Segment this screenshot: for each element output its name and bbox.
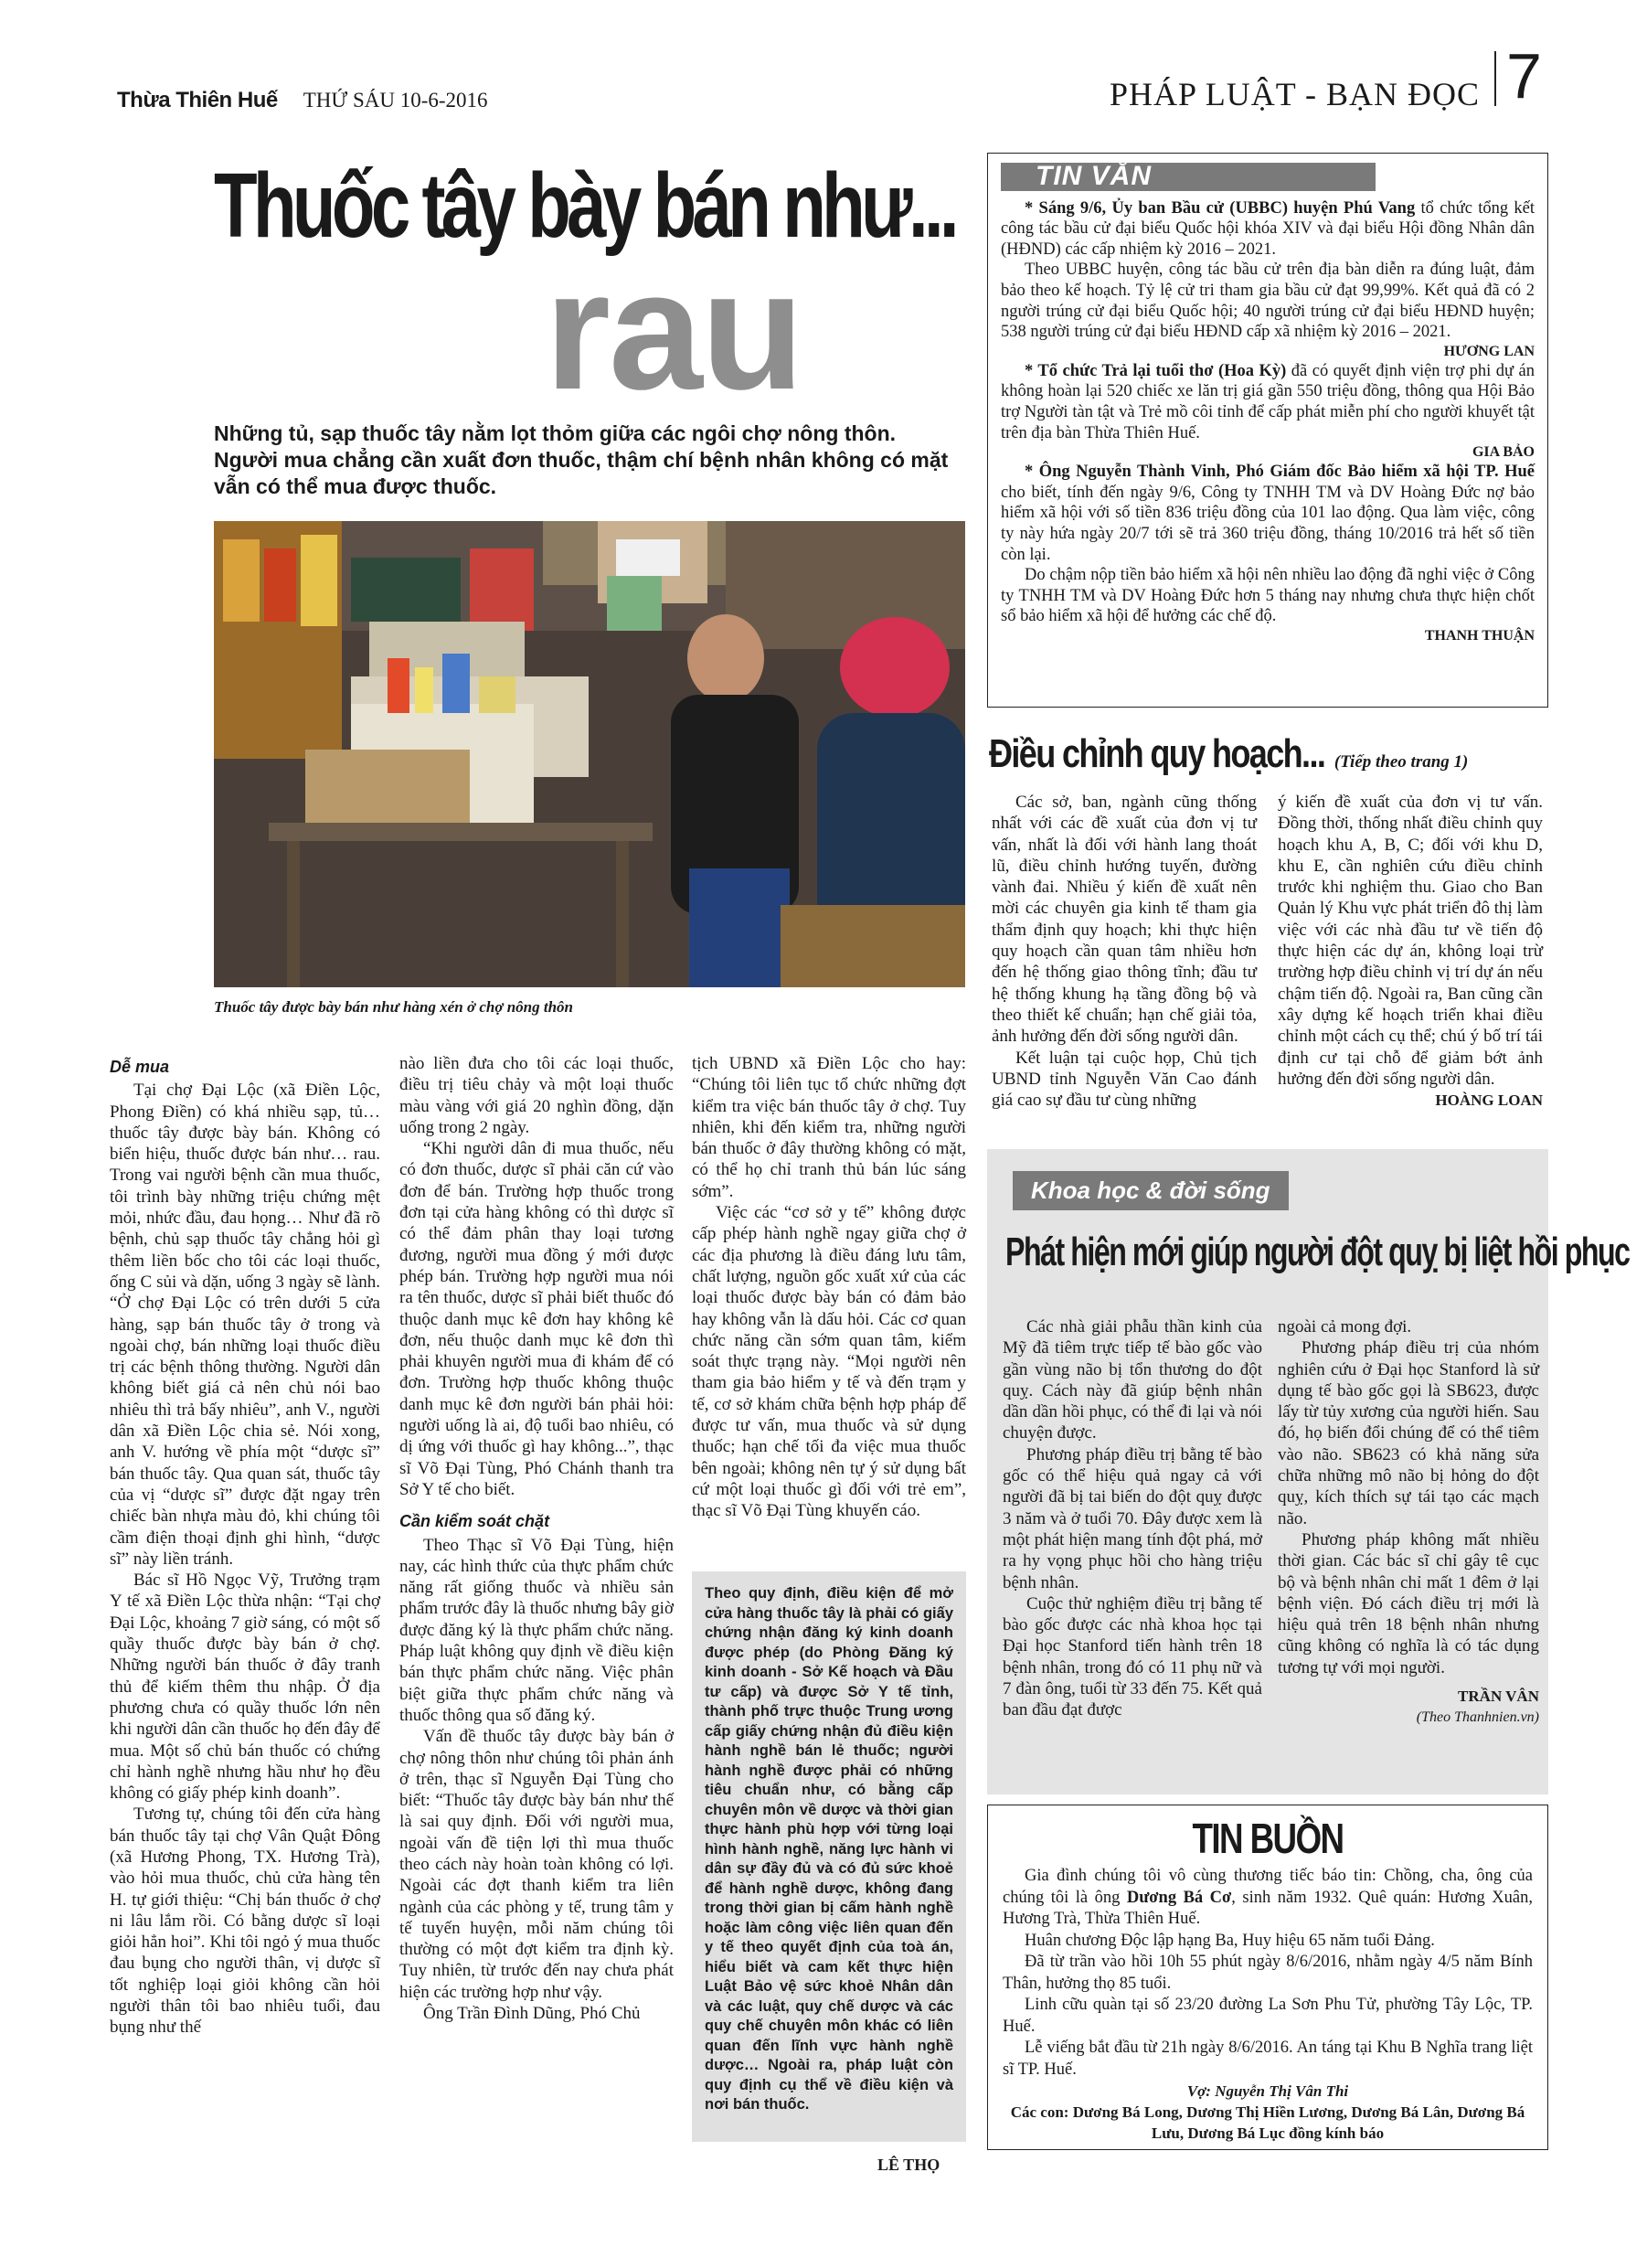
paragraph: Tại chợ Đại Lộc (xã Điền Lộc, Phong Điền) có khá nhiều sạp, tủ… thuốc tây được bày bán. Không có biển hiệu, thuốc được bán như… rau. Trong vai người bệnh cần mua thuốc, tôi trình bày những triệu chứng mệt mỏi, nhức đầu, đau họng… Như đã rõ bệnh, chủ sạp thuốc tây chẳng hỏi gì thêm liền bốc cho tôi các loại thuốc, ống C sủi và dặn, uống 3 ngày sẽ lành. “Ở chợ Đại Lộc có trên dưới 5 cửa hàng, sạp bán thuốc tây ở trong và ngoài chợ, bán những loại thuốc điều trị các bệnh thông thường. Người dân không biết giá cả nên chủ nói bao nhiêu thì trả bấy nhiêu”, anh V., người dân xã Điền Lộc chia sẻ. Nói xong, anh V. hướng về phía một “dược sĩ” bán thuốc tây. Qua quan sát, thuốc tây của vị “dược sĩ” được đặt ngay trên chiếc bàn nhựa màu đỏ, khi chúng tôi cầm điện thoại định ghi hình, “dược sĩ” này liền tránh.	[110, 1081, 380, 1569]
news-item-text: cho biết, tính đến ngày 9/6, Công ty TNHH TM và DV Hoàng Đức nợ bảo hiểm xã hội với số tiền 836 triệu đồng của 101 lao động. Qua làm việc, công ty này hứa ngày 20/7 tới sẽ trả 360 triệu đồng, tháng 10/2016 trả hết số tiền còn lại.	[1001, 483, 1535, 564]
tin-van-box	[987, 153, 1548, 708]
news-byline: HƯƠNG LAN	[1443, 343, 1535, 359]
tin-buon-box	[987, 1805, 1548, 2150]
obituary-paragraph: Lễ viếng bắt đầu từ 21h ngày 8/6/2016. An táng tại Khu B Nghĩa trang liệt sĩ TP. Huế.	[1003, 2039, 1533, 2079]
khoa-hoc-source: (Theo Thanhnien.vn)	[1416, 1709, 1539, 1726]
obituary-paragraph: Đã từ trần vào hồi 10h 55 phút ngày 8/6/2016, nhằm ngày 4/5 năm Bính Thân, hưởng thọ 85 tuổi.	[1003, 1953, 1533, 1993]
news-byline: THANH THUẬN	[1424, 627, 1535, 644]
khoa-hoc-column-2	[1278, 1316, 1539, 1729]
paragraph: Vấn đề thuốc tây được bày bán ở chợ nông thôn như chúng tôi phản ánh ở trên, thạc sĩ Nguyễn Đại Tùng cho biết: “Thuốc tây được bày bán như thế là sai quy định. Đối với người mua, ngoài vấn đề tiện lợi thì mua thuốc theo cách này hoàn toàn không có lợi. Ngoài các đợt thanh kiểm tra liên ngành của các phòng y tế, trung tâm y tế tuyến huyện, mỗi năm chúng tôi thường có một đợt kiểm tra định kỳ. Tuy nhiên, từ trước đến nay chưa phát hiện các trường hợp như vậy.	[399, 1727, 674, 2002]
obituary-paragraph: Huân chương Độc lập hạng Ba, Huy hiệu 65 năm tuổi Đảng.	[1025, 1931, 1435, 1950]
news-item	[1001, 361, 1535, 443]
paragraph: Bác sĩ Hồ Ngọc Vỹ, Trưởng trạm Y tế xã Điền Lộc thừa nhận: “Tại chợ Đại Lộc, khoảng 7 giờ sáng, có một số quầy thuốc được bày bán ở chợ. Những người bán thuốc ở đây tranh thủ để kiếm thêm thu nhập. Ở địa phương chưa có quầy thuốc lớn nên khi người dân cần thuốc họ đến đây để mua. Một số chủ bán thuốc có chứng chỉ hành nghề nhưng hầu như họ đều không có giấy phép kinh doanh”.	[110, 1571, 380, 1804]
news-item-text: tổ chức tổng kết công tác bầu cử đại biểu Quốc hội khóa XIV và đại biểu Hội đồng Nhân dân (HĐND) các cấp nhiệm kỳ 2016 – 2021.	[1001, 198, 1535, 259]
news-item	[1001, 462, 1535, 565]
wife-name: Vợ: Nguyễn Thị Vân Thi	[1186, 2082, 1349, 2100]
market-photo	[214, 521, 965, 987]
news-item-text: đã có quyết định viện trợ phi dự án không hoàn lại 520 chiếc xe lăn trị giá gần 550 triệu đồng, thông qua Hội Bảo trợ Người tàn tật và Trẻ mồ côi tỉnh để cấp phát miễn phí cho người khuyết tật trên địa bàn Thừa Thiên Huế.	[1001, 361, 1535, 442]
paragraph: ý kiến đề xuất của đơn vị tư vấn. Đồng thời, thống nhất điều chỉnh quy hoạch khu A, B, C; đối với khu D, khu E, cần nghiên cứu điều chỉnh trước khi nghiệm thu. Giao cho Ban Quản lý Khu vực phát triển đô thị làm việc với các nhà đầu tư về tiến độ thực hiện các dự án, không loại trừ trường hợp điều chỉnh vị trí dự án nếu chậm tiến độ. Ngoài ra, Ban cũng cần xây dựng kế hoạch triển khai điều chỉnh một cách cụ thể; chú ý bố trí tái định cư tại chỗ để giảm bớt ảnh hưởng đến đời sống người dân.	[1278, 793, 1543, 1089]
dieu-chinh-byline: HOÀNG LOAN	[1435, 1091, 1543, 1110]
subhead-de-mua: Dễ mua	[110, 1058, 170, 1076]
obituary-paragraph	[1003, 1866, 1533, 1931]
news-byline: GIA BẢO	[1472, 444, 1535, 461]
khoa-hoc-column-1	[1003, 1316, 1262, 1721]
dieu-chinh-title: Điều chỉnh quy hoạch...	[989, 731, 1325, 776]
article-byline: LÊ THỌ	[877, 2156, 940, 2174]
obituary-children: Các con: Dương Bá Long, Dương Thị Hiền Lương, Dương Bá Lân, Dương Bá Lưu, Dương Bá Lục đồng kính báo	[1010, 2103, 1525, 2142]
paragraph: Phương pháp không mất nhiều thời gian. Các bác sĩ chỉ gây tê cục bộ và bệnh nhân chỉ mất 1 đêm ở lại bệnh viện. Đó cách điều trị mới là hiệu quả trên 18 bệnh nhân nhưng cũng không có nghĩa là có tác dụng tương tự với mọi người.	[1278, 1529, 1539, 1677]
news-item-lead: * Tổ chức Trả lại tuổi thơ (Hoa Kỳ)	[1025, 361, 1287, 380]
khoa-hoc-byline: TRẦN VÂN	[1458, 1688, 1539, 1706]
news-item	[1001, 198, 1535, 261]
khoa-hoc-tag: Khoa học & đời sống	[1013, 1171, 1289, 1210]
paragraph: tịch UBND xã Điền Lộc cho hay: “Chúng tôi liên tục tổ chức những đợt kiểm tra việc bán thuốc tây ở chợ. Tuy nhiên, khi đến kiểm tra, những người bán thuốc ở đây thường không có mặt, có thể họ chỉ tranh thủ bán lúc sáng sớm”.	[692, 1054, 966, 1201]
dieu-chinh-column-2	[1278, 792, 1543, 1111]
deceased-name: Dương Bá Cơ	[1126, 1888, 1232, 1907]
paragraph: Do chậm nộp tiền bảo hiểm xã hội nên nhiều lao động đã nghỉ việc ở Công ty TNHH TM và DV Hoàng Đức hơn 5 tháng nay nhưng chưa thực hiện chốt sổ bảo hiểm xã hội để hưởng các chế độ.	[1001, 566, 1535, 626]
section-title: PHÁP LUẬT - BẠN ĐỌC	[1110, 76, 1481, 112]
paragraph: Cuộc thử nghiệm điều trị bằng tế bào gốc được các nhà khoa học tại Đại học Stanford tiến hành trên 18 bệnh nhân, trong đó có 11 phụ nữ và 7 đàn ông, tuổi từ 33 đến 75. Kết quả ban đầu đạt được	[1003, 1593, 1262, 1720]
subhead-can-kiem-soat: Cần kiểm soát chặt	[399, 1512, 550, 1531]
article-column-3	[692, 1053, 966, 1522]
paper-name: Thừa Thiên Huế	[117, 88, 278, 112]
photo-caption: Thuốc tây được bày bán như hàng xén ở chợ nông thôn	[214, 998, 574, 1016]
market-photo-illustration	[214, 521, 965, 987]
headline-line1: Thuốc tây bày bán như...	[214, 154, 955, 257]
regulation-sidebar: Theo quy định, điều kiện để mở cửa hàng thuốc tây là phải có giấy chứng nhận đăng ký kinh doanh được phép (do Phòng Đăng ký kinh doanh - Sở Kế hoạch và Đầu tư cấp) và được Sở Y tế tỉnh, thành phố trực thuộc Trung ương cấp giấy chứng nhận đủ điều kiện hành nghề bán lẻ thuốc; người hành nghề được phải có những tiêu chuẩn như, có bằng cấp chuyên môn về dược và thời gian thực hành phù hợp với từng loại hình hành nghề, năng lực hành vi dân sự đầy đủ và có đủ sức khoẻ để hành nghề dược, không đang trong thời gian bị cấm hành nghề hoặc làm công việc liên quan đến y tế theo quyết định của toà án, hiểu biết và cam kết thực hiện Luật Bảo vệ sức khoẻ Nhân dân và các luật, quy chế dược và các quy chế chuyên môn khác có liên quan đến lĩnh vực hành nghề dược… Ngoài ra, pháp luật còn quy định cụ thể về điều kiện và nơi bán thuốc.	[692, 1571, 966, 2142]
obituary-text: , sinh năm 1932. Quê quán: Hương Xuân, Hương Trà, Thừa Thiên Huế.	[1003, 1888, 1534, 1928]
dieu-chinh-subtitle: (Tiếp theo trang 1)	[1334, 752, 1469, 772]
paragraph: Phương pháp điều trị bằng tế bào gốc có thể hiệu quả ngay cả với người đã bị tai biến do đột quỵ được 3 năm và ở tuổi 70. Đây được xem là một phát hiện mang tính đột phá, mở ra hy vọng phục hồi cho hàng triệu bệnh nhân.	[1003, 1444, 1262, 1592]
dieu-chinh-heading	[989, 731, 1468, 777]
article-lead: Những tủ, sạp thuốc tây nằm lọt thỏm giữa các ngôi chợ nông thôn. Người mua chẳng cần xuất đơn thuốc, thậm chí bệnh nhân không có mặt vẫn có thể mua được thuốc.	[214, 421, 949, 498]
news-item-lead: * Sáng 9/6, Ủy ban Bầu cử (UBBC) huyện Phú Vang	[1025, 198, 1416, 218]
paragraph: Kết luận tại cuộc họp, Chủ tịch UBND tỉnh Nguyễn Văn Cao đánh giá cao sự đầu tư cùng những	[992, 1048, 1257, 1111]
paragraph: Việc các “cơ sở y tế” không được cấp phép hành nghề ngay giữa chợ ở các địa phương là điều đáng lưu tâm, chất lượng, nguồn gốc xuất xứ của các loại thuốc được bày bán có đảm bảo hay không vẫn là dấu hỏi. Các cơ quan chức năng cần sớm quan tâm, kiểm soát thực trạng này. “Mọi người nên tham gia bảo hiểm y tế và đến trạm y tế, cơ sở khám chữa bệnh hợp pháp để được tư vấn, mua thuốc và sử dụng thuốc; hạn chế tối đa việc mua thuốc bên ngoài; không nên tự ý sử dụng bất cứ một loại thuốc gì đối với trẻ em”, thạc sĩ Võ Đại Tùng khuyến cáo.	[692, 1203, 966, 1521]
masthead-divider	[1494, 51, 1496, 106]
khoa-hoc-title: Phát hiện mới giúp người đột quỵ bị liệt hồi phục	[1005, 1230, 1630, 1274]
obituary-paragraph: Linh cữu quàn tại số 23/20 đường La Sơn Phu Tử, phường Tây Lộc, TP. Huế.	[1003, 1996, 1533, 2036]
paragraph: Ông Trần Đình Dũng, Phó Chủ	[423, 2004, 641, 2024]
paragraph: ngoài cả mong đợi.	[1278, 1317, 1412, 1336]
paragraph: Theo UBBC huyện, công tác bầu cử trên địa bàn diễn ra đúng luật, đảm bảo theo kế hoạch. Tỷ lệ cử tri tham gia bầu cử đạt 99,99%. Kết quả đã có 2 người trúng cử đại biểu Quốc hội; 40 người trúng cử đại biểu HĐND huyện; 538 người trúng cử đại biểu HĐND cấp xã nhiệm kỳ 2016 – 2021.	[1001, 261, 1535, 342]
headline-line2: rau	[545, 237, 802, 425]
page-number: 7	[1506, 40, 1542, 112]
paragraph: Phương pháp điều trị của nhóm nghiên cứu ở Đại học Stanford là sử dụng tế bào gốc gọi là SB623, được lấy từ tủy xương của người hiến. Sau đó, họ biến đổi chúng để có thể tiêm vào não. SB623 có khả năng sửa chữa những mô não bị hỏng do đột quỵ, kích thích sự tái tạo các mạch não.	[1278, 1338, 1539, 1528]
news-item-lead: * Ông Nguyễn Thành Vinh, Phó Giám đốc Bảo hiểm xã hội TP. Huế	[1025, 463, 1535, 482]
obituary-text: Gia đình chúng tôi vô cùng thương tiếc báo tin: Chồng, cha, ông của chúng tôi là ông	[1003, 1867, 1533, 1907]
article-column-1	[110, 1053, 380, 2039]
article-column-2	[399, 1053, 674, 2024]
issue-date: THỨ SÁU 10-6-2016	[303, 89, 488, 112]
paragraph: nào liền đưa cho tôi các loại thuốc, điều trị tiêu chảy và một loại thuốc màu vàng với giá 20 nghìn đồng, dặn uống trong 2 ngày.	[399, 1054, 674, 1137]
dieu-chinh-column-1	[992, 792, 1257, 1111]
paragraph: Theo Thạc sĩ Võ Đại Tùng, hiện nay, các hình thức của thực phẩm chức năng rất giống thuốc và nhiều sản phẩm trước đây là thuốc nhưng bây giờ được đăng ký là thực phẩm chức năng. Pháp luật không quy định về điều kiện bán thực phẩm chức năng. Việc phân biệt giữa thực phẩm chức năng và thuốc thông qua số đăng ký.	[399, 1535, 674, 1725]
paragraph: Các nhà giải phẫu thần kinh của Mỹ đã tiêm trực tiếp tế bào gốc vào gần vùng não bị tổn thương do đột quỵ. Cách này đã giúp bệnh nhân dần dần hồi phục, có thể đi lại và nói chuyện được.	[1003, 1317, 1262, 1443]
paragraph: “Khi người dân đi mua thuốc, nếu có đơn thuốc, dược sĩ phải căn cứ vào đơn để bán. Trường hợp thuốc trong đơn tại cửa hàng không có thì dược sĩ có thể đảm phân thay loại tương đương, người mua đồng ý mới được phép bán. Trường hợp người mua nói ra tên thuốc, dược sĩ phải biết thuốc đó thuộc danh mục kê đơn hay không kê đơn, nếu thuộc danh mục kê đơn thì phải khuyên người mua đi khám để có đơn. Trường hợp thuốc không thuộc danh mục kê đơn người bán phải hỏi: người uống là ai, độ tuổi bao nhiêu, có dị ứng với thuốc gì hay không...”, thạc sĩ Võ Đại Tùng, Phó Chánh thanh tra Sở Y tế cho biết.	[399, 1139, 674, 1499]
tin-van-tag: TIN VẮN	[1001, 163, 1376, 191]
paragraph: Các sở, ban, ngành cũng thống nhất với các đề xuất của đơn vị tư vấn, nhất là đối với hành lang thoát lũ, điều chỉnh hướng tuyến, đường vành đai. Nhiều ý kiến đề xuất nên mời các chuyên gia kinh tế tham gia thẩm định quy hoạch; khi thực hiện quy hoạch cần quan tâm nhiều hơn đến hệ thống giao thông tĩnh; đầu tư hệ thống khung hạ tầng đồng bộ và theo thiết kế chuẩn; hạn chế giải tỏa, ảnh hưởng đến đời sống người dân.	[992, 793, 1257, 1047]
paragraph: Tương tự, chúng tôi đến cửa hàng bán thuốc tây tại chợ Vân Quật Đông (xã Hương Phong, TX. Hương Trà), vào hỏi mua thuốc, chủ cửa hàng tên H. tự giới thiệu: “Chị bán thuốc ở chợ ni lâu lắm rồi. Có bằng dược sĩ loại giỏi hẳn hoi”. Khi tôi ngỏ ý mua thuốc đau bụng cho người thân, vị dược sĩ tốt nghiệp loại giỏi không cần hỏi người thân tôi bao nhiêu tuổi, đau bụng như thế	[110, 1805, 380, 2038]
masthead-left	[117, 88, 488, 113]
obituary-wife	[1003, 2081, 1533, 2102]
tin-buon-title: TIN BUỒN	[1192, 1815, 1344, 1862]
